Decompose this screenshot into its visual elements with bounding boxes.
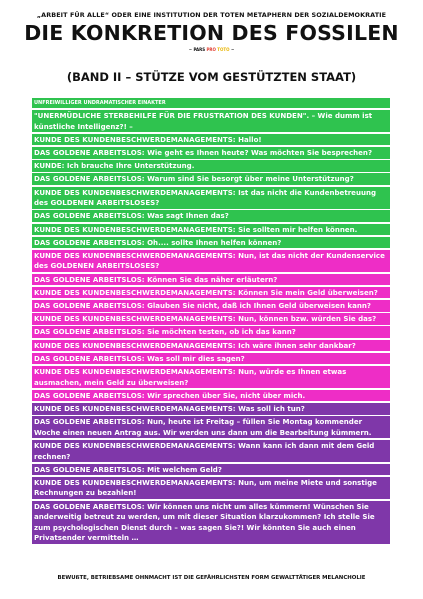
- dialogue-list: [32, 110, 390, 546]
- dialogue-line: DAS GOLDENE ARBEITSLOS: Oh.... sollte Ihnen helfen können?: [32, 237, 390, 249]
- series-heading: „ARBEIT FÜR ALLE“ ODER EINE INSTITUTION DER TOTEN METAPHERN DER SOZIALDEMOKRATIE: [36, 11, 387, 19]
- pars-pro-word: PRO: [206, 47, 216, 52]
- pars-suffix: ~: [229, 47, 235, 52]
- pars-pro-toto-tagline: [0, 47, 423, 52]
- dialogue-line: KUNDE DES KUNDENBESCHWERDEMANAGEMENTS: Wann kann ich dann mit dem Geld rechnen?: [32, 440, 390, 462]
- dialogue-line: KUNDE DES KUNDENBESCHWERDEMANAGEMENTS: Nun, ist das nicht der Kundenservice des GOLDENEN ARBEITSLOSES?: [32, 250, 390, 272]
- dialogue-line: KUNDE DES KUNDENBESCHWERDEMANAGEMENTS: Was soll ich tun?: [32, 403, 390, 415]
- dialogue-line: KUNDE DES KUNDENBESCHWERDEMANAGEMENTS: Können Sie mein Geld überweisen?: [32, 287, 390, 299]
- dialogue-line: KUNDE DES KUNDENBESCHWERDEMANAGEMENTS: Ist das nicht die Kundenbetreuung des GOLDENEN ARBEITSLOSES?: [32, 187, 390, 209]
- dialogue-line: KUNDE: Ich brauche Ihre Unterstützung.: [32, 160, 390, 172]
- pars-toto-word: TOTO: [215, 47, 230, 52]
- pars-prefix: ~ PARS: [188, 47, 207, 52]
- page-title: DIE KONKRETION DES FOSSILEN: [24, 21, 399, 45]
- dialogue-line: KUNDE DES KUNDENBESCHWERDEMANAGEMENTS: Ich wäre ihnen sehr dankbar?: [32, 340, 390, 352]
- dialogue-line: DAS GOLDENE ARBEITSLOS: Glauben Sie nicht, daß ich Ihnen Geld überweisen kann?: [32, 300, 390, 312]
- dialogue-line: DAS GOLDENE ARBEITSLOS: Wir sprechen über Sie, nicht über mich.: [32, 390, 390, 402]
- dialogue-line: DAS GOLDENE ARBEITSLOS: Was sagt Ihnen das?: [32, 210, 390, 222]
- dialogue-line: DAS GOLDENE ARBEITSLOS: Nun, heute ist Freitag – füllen Sie Montag kommender Woche einen neuen Antrag aus. Wir werden uns dann um die Bearbeitung kümmern.: [32, 416, 390, 438]
- dialogue-line: DAS GOLDENE ARBEITSLOS: Warum sind Sie besorgt über meine Unterstützung?: [32, 173, 390, 185]
- dialogue-line: KUNDE DES KUNDENBESCHWERDEMANAGEMENTS: Sie sollten mir helfen können.: [32, 224, 390, 236]
- dialogue-line: DAS GOLDENE ARBEITSLOS: Wir können uns nicht um alles kümmern! Wünschen Sie anderweitig betreut zu werden, um mit dieser Situation klarzukommen? Ich stelle Sie zum psychologischen Dienst durch – was sagen Sie?! Wir könnten Sie auch einen Privatsender vermitteln …: [32, 501, 390, 544]
- dialogue-line: DAS GOLDENE ARBEITSLOS: Mit welchem Geld?: [32, 464, 390, 476]
- play-subheading: UNFREIWILLIGER UNDRAMATISCHER EINAKTER: [32, 98, 390, 108]
- dialogue-line: KUNDE DES KUNDENBESCHWERDEMANAGEMENTS: Nun, können bzw. würden Sie das?: [32, 313, 390, 325]
- dialogue-line: "UNERMÜDLICHE STERBEHILFE FÜR DIE FRUSTRATION DES KUNDEN". – Wie dumm ist künstliche Intelligenz?! –: [32, 110, 390, 132]
- dialogue-line: KUNDE DES KUNDENBESCHWERDEMANAGEMENTS: Nun, um meine Miete und sonstige Rechnungen zu bezahlen!: [32, 477, 390, 499]
- volume-subtitle: (BAND II – STÜTZE VOM GESTÜTZTEN STAAT): [66, 70, 357, 84]
- dialogue-line: KUNDE DES KUNDENBESCHWERDEMANAGEMENTS: Hallo!: [32, 134, 390, 146]
- dialogue-line: DAS GOLDENE ARBEITSLOS: Sie möchten testen, ob ich das kann?: [32, 326, 390, 338]
- dialogue-line: DAS GOLDENE ARBEITSLOS: Können Sie das näher erläutern?: [32, 274, 390, 286]
- dialogue-line: DAS GOLDENE ARBEITSLOS: Wie geht es Ihnen heute? Was möchten Sie besprechen?: [32, 147, 390, 159]
- footer-quote: BEWUßTE, BETRIEBSAME OHNMACHT IST DIE GEFÄHRLICHSTEN FORM GEWALTTÄTIGER MELANCHOLIE: [57, 575, 366, 581]
- dialogue-line: KUNDE DES KUNDENBESCHWERDEMANAGEMENTS: Nun, würde es Ihnen etwas ausmachen, mein Geld zu überweisen?: [32, 366, 390, 388]
- dialogue-line: DAS GOLDENE ARBEITSLOS: Was soll mir dies sagen?: [32, 353, 390, 365]
